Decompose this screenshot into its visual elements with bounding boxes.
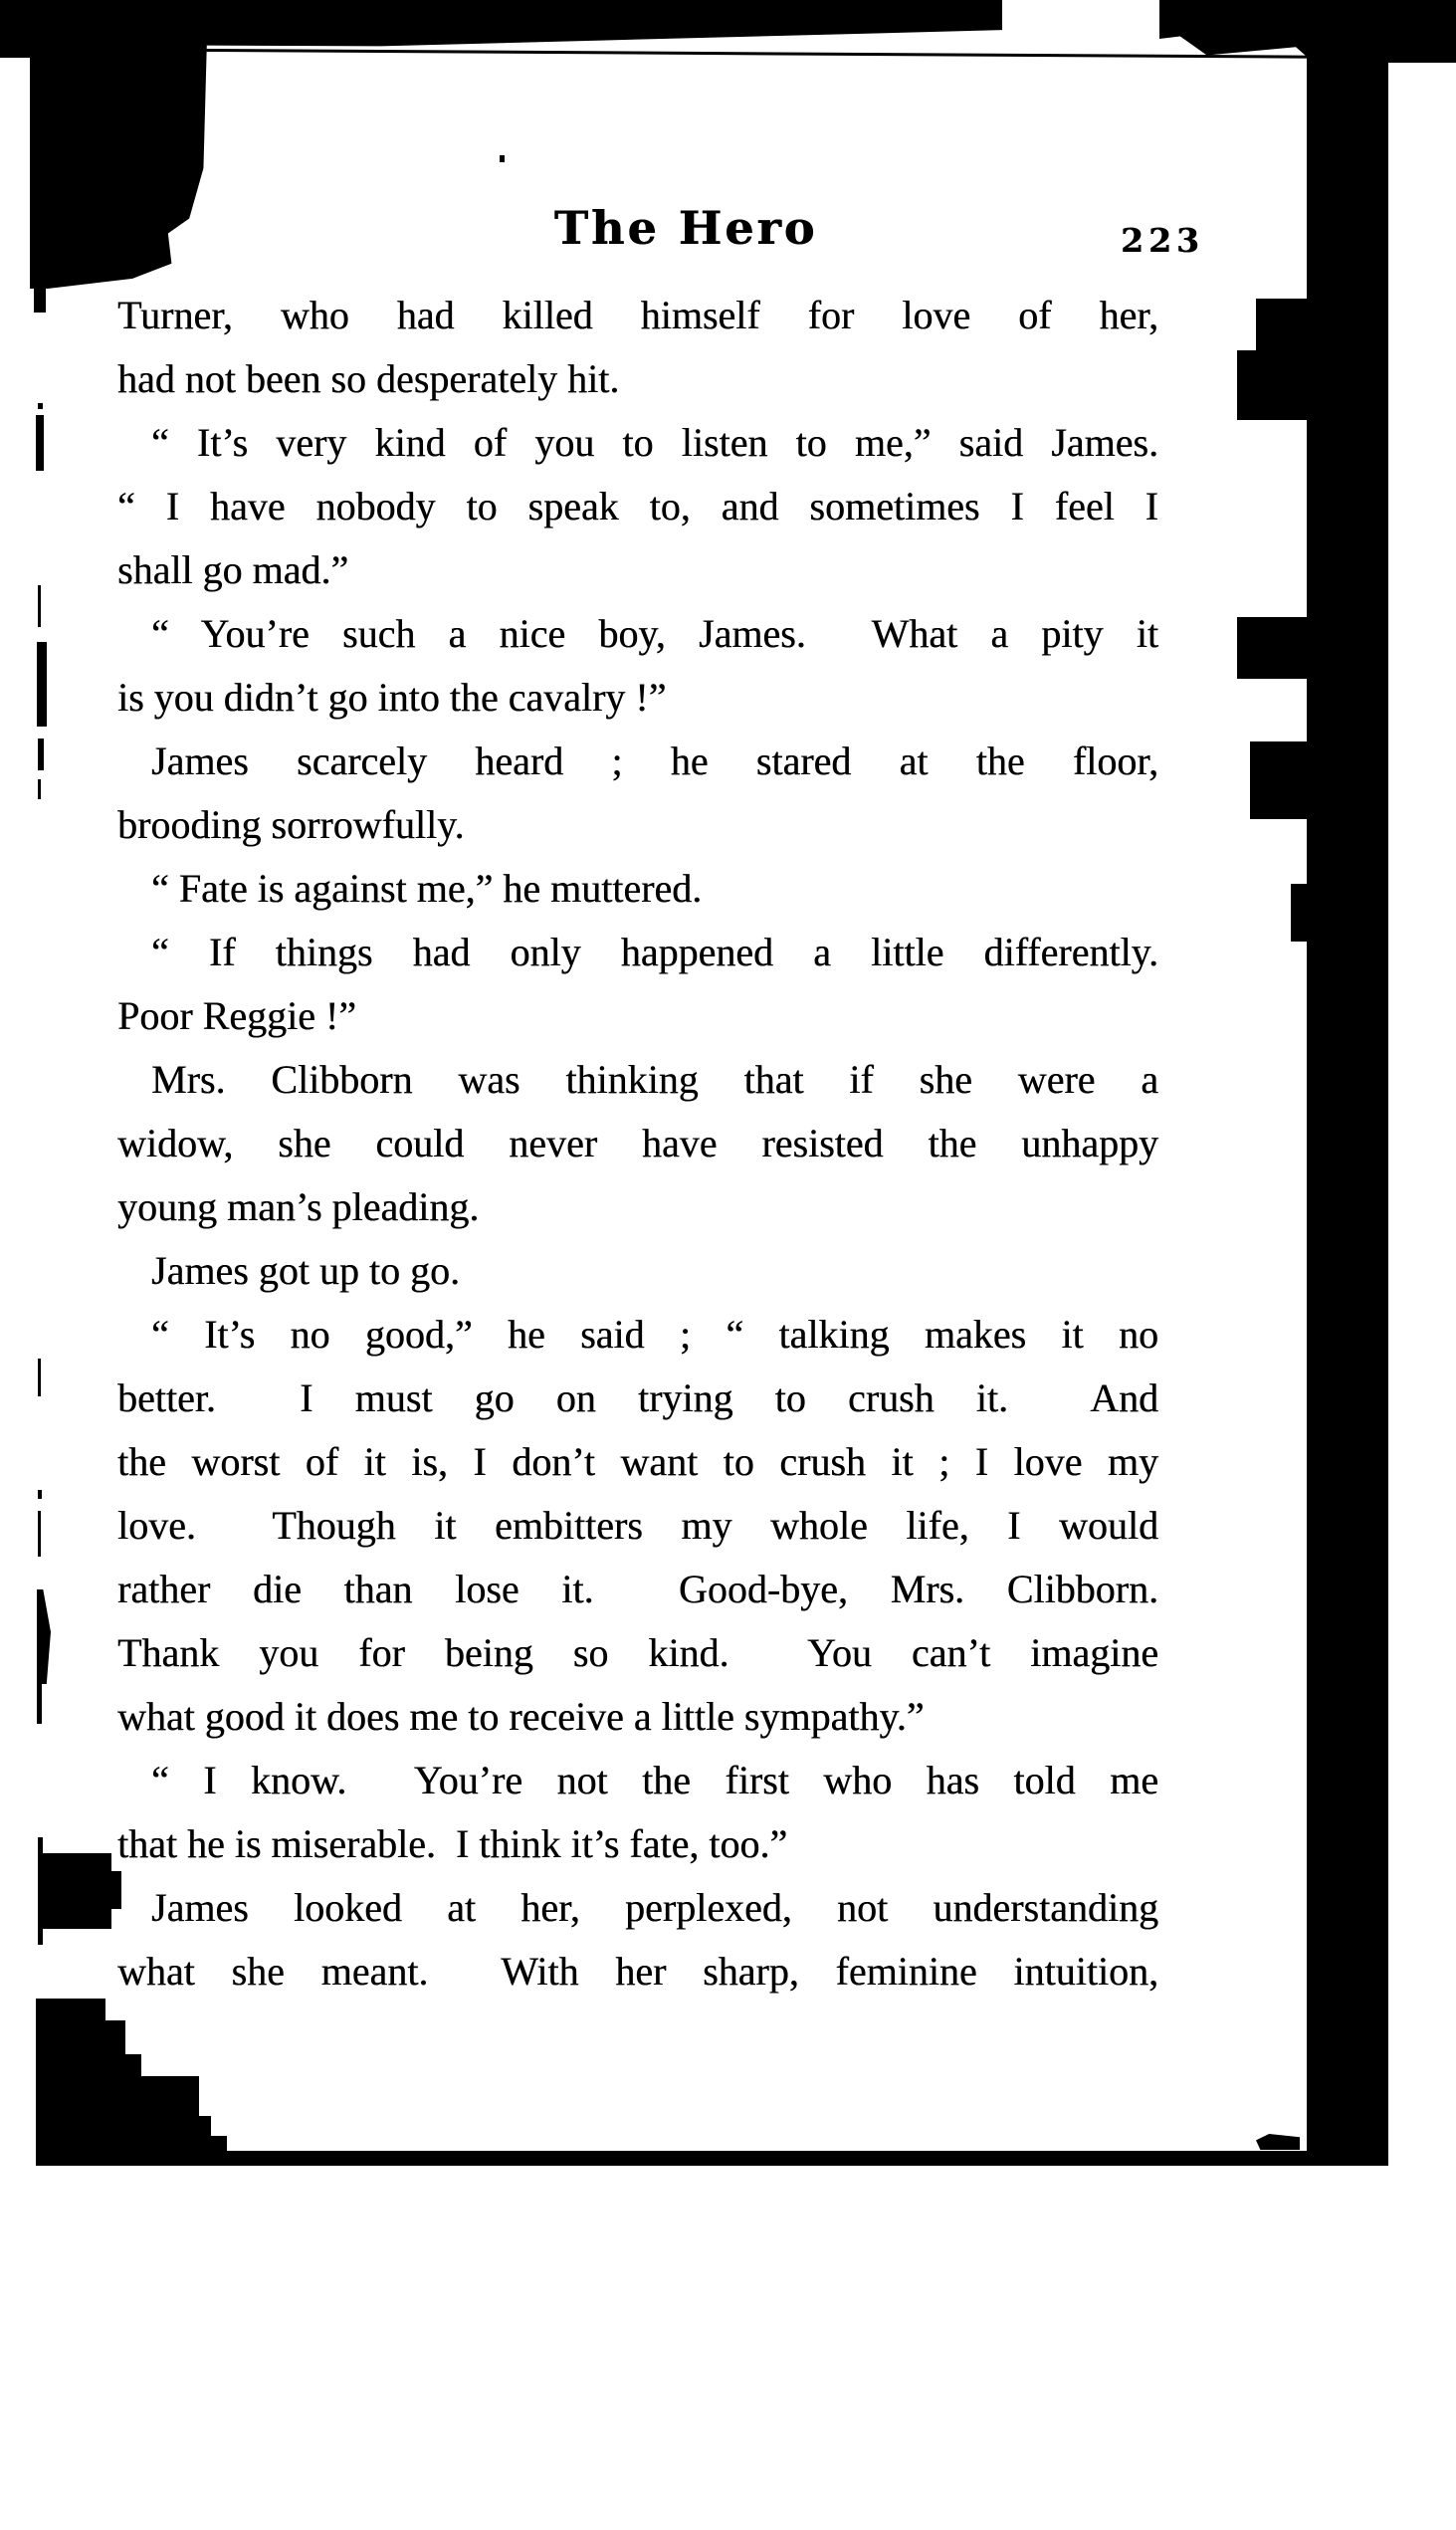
text-line: Thank you for being so kind. You can’t imagine bbox=[117, 1630, 1158, 1675]
text-line: is you didn’t go into the cavalry !” bbox=[117, 675, 667, 720]
text-line: that he is miserable. I think it’s fate, too.” bbox=[117, 1821, 788, 1866]
text-line: “ Fate is against me,” he muttered. bbox=[151, 866, 703, 911]
text-line: “ It’s very kind of you to listen to me,” said James. bbox=[151, 420, 1158, 465]
text-line: “ If things had only happened a little differently. bbox=[151, 930, 1158, 974]
scan-artifact-speck bbox=[1256, 2134, 1300, 2150]
text-block bbox=[117, 284, 1158, 2003]
scan-artifact-tick bbox=[38, 779, 41, 799]
scan-artifact-bottom-left-bump bbox=[109, 1871, 121, 1909]
text-line: had not been so desperately hit. bbox=[117, 356, 620, 401]
scan-artifact-wedge bbox=[199, 2116, 211, 2153]
text-line: “ I have nobody to speak to, and sometimes I feel I bbox=[117, 484, 1158, 528]
scan-artifact-tick bbox=[37, 1589, 51, 1684]
scan-artifact-right-bump bbox=[1237, 617, 1311, 679]
text-line: “ You’re such a nice boy, James. What a pity it bbox=[151, 611, 1158, 656]
page-number: 223 bbox=[1121, 221, 1204, 260]
running-header bbox=[117, 202, 1158, 254]
text-line: widow, she could never have resisted the unhappy bbox=[117, 1121, 1158, 1165]
scan-artifact-right-bump bbox=[1256, 299, 1311, 354]
scan-artifact-dot bbox=[500, 155, 505, 162]
scan-artifact-tick bbox=[38, 1490, 42, 1499]
scan-artifact-tick bbox=[38, 738, 44, 770]
scan-artifact-tick bbox=[38, 403, 43, 409]
scan-artifact-wedge bbox=[105, 2020, 125, 2153]
text-line: Mrs. Clibborn was thinking that if she were a bbox=[151, 1057, 1158, 1102]
text-line: brooding sorrowfully. bbox=[117, 802, 465, 847]
text-line: Poor Reggie !” bbox=[117, 993, 356, 1038]
scan-artifact-wedge bbox=[36, 1999, 105, 2153]
text-line: “ It’s no good,” he said ; “ talking makes it no bbox=[151, 1312, 1158, 1357]
text-line: rather die than lose it. Good-bye, Mrs. Clibborn. bbox=[117, 1567, 1158, 1611]
scan-artifact-right-strip bbox=[1307, 46, 1388, 2156]
scan-artifact-wedge bbox=[125, 2054, 141, 2153]
scan-artifact-tick bbox=[38, 585, 41, 627]
scan-artifact-right-bump bbox=[1291, 884, 1309, 942]
scan-artifact-bottom-bar bbox=[36, 2151, 1388, 2166]
page-title: The Hero bbox=[553, 201, 818, 255]
scan-artifact-tick bbox=[38, 1511, 41, 1557]
scan-artifact-bottom-left-block bbox=[40, 1853, 111, 1929]
scan-artifact-right-bump bbox=[1250, 741, 1312, 819]
scan-artifact-bottom-left-line bbox=[38, 1837, 43, 1945]
scan-artifact-tick bbox=[37, 642, 47, 727]
scan-artifact-tick bbox=[38, 1359, 41, 1396]
scan-artifact-right-bump bbox=[1237, 350, 1311, 420]
scan-artifact-hairline bbox=[55, 48, 1353, 59]
scan-artifact-wedge bbox=[211, 2136, 227, 2153]
text-line: better. I must go on trying to crush it. And bbox=[117, 1375, 1158, 1420]
text-line: what good it does me to receive a little sympathy.” bbox=[117, 1694, 925, 1739]
text-line: what she meant. With her sharp, feminine intuition, bbox=[117, 1949, 1158, 1994]
text-line: “ I know. You’re not the first who has told me bbox=[151, 1758, 1158, 1802]
text-line: shall go mad.” bbox=[117, 547, 349, 592]
scan-artifact-tick bbox=[37, 1684, 42, 1724]
text-line: James scarcely heard ; he stared at the floor, bbox=[151, 738, 1158, 783]
text-line: young man’s pleading. bbox=[117, 1184, 480, 1229]
text-line: love. Though it embitters my whole life, I would bbox=[117, 1503, 1158, 1548]
scan-artifact-wedge bbox=[141, 2076, 199, 2153]
text-line: Turner, who had killed himself for love of her, bbox=[117, 293, 1158, 337]
text-line: James looked at her, perplexed, not understanding bbox=[151, 1885, 1158, 1930]
text-line: the worst of it is, I don’t want to crush it ; I love my bbox=[117, 1439, 1158, 1484]
scan-artifact-corner-tail bbox=[34, 287, 46, 313]
text-line: James got up to go. bbox=[151, 1248, 460, 1293]
scan-artifact-tick bbox=[36, 415, 44, 471]
